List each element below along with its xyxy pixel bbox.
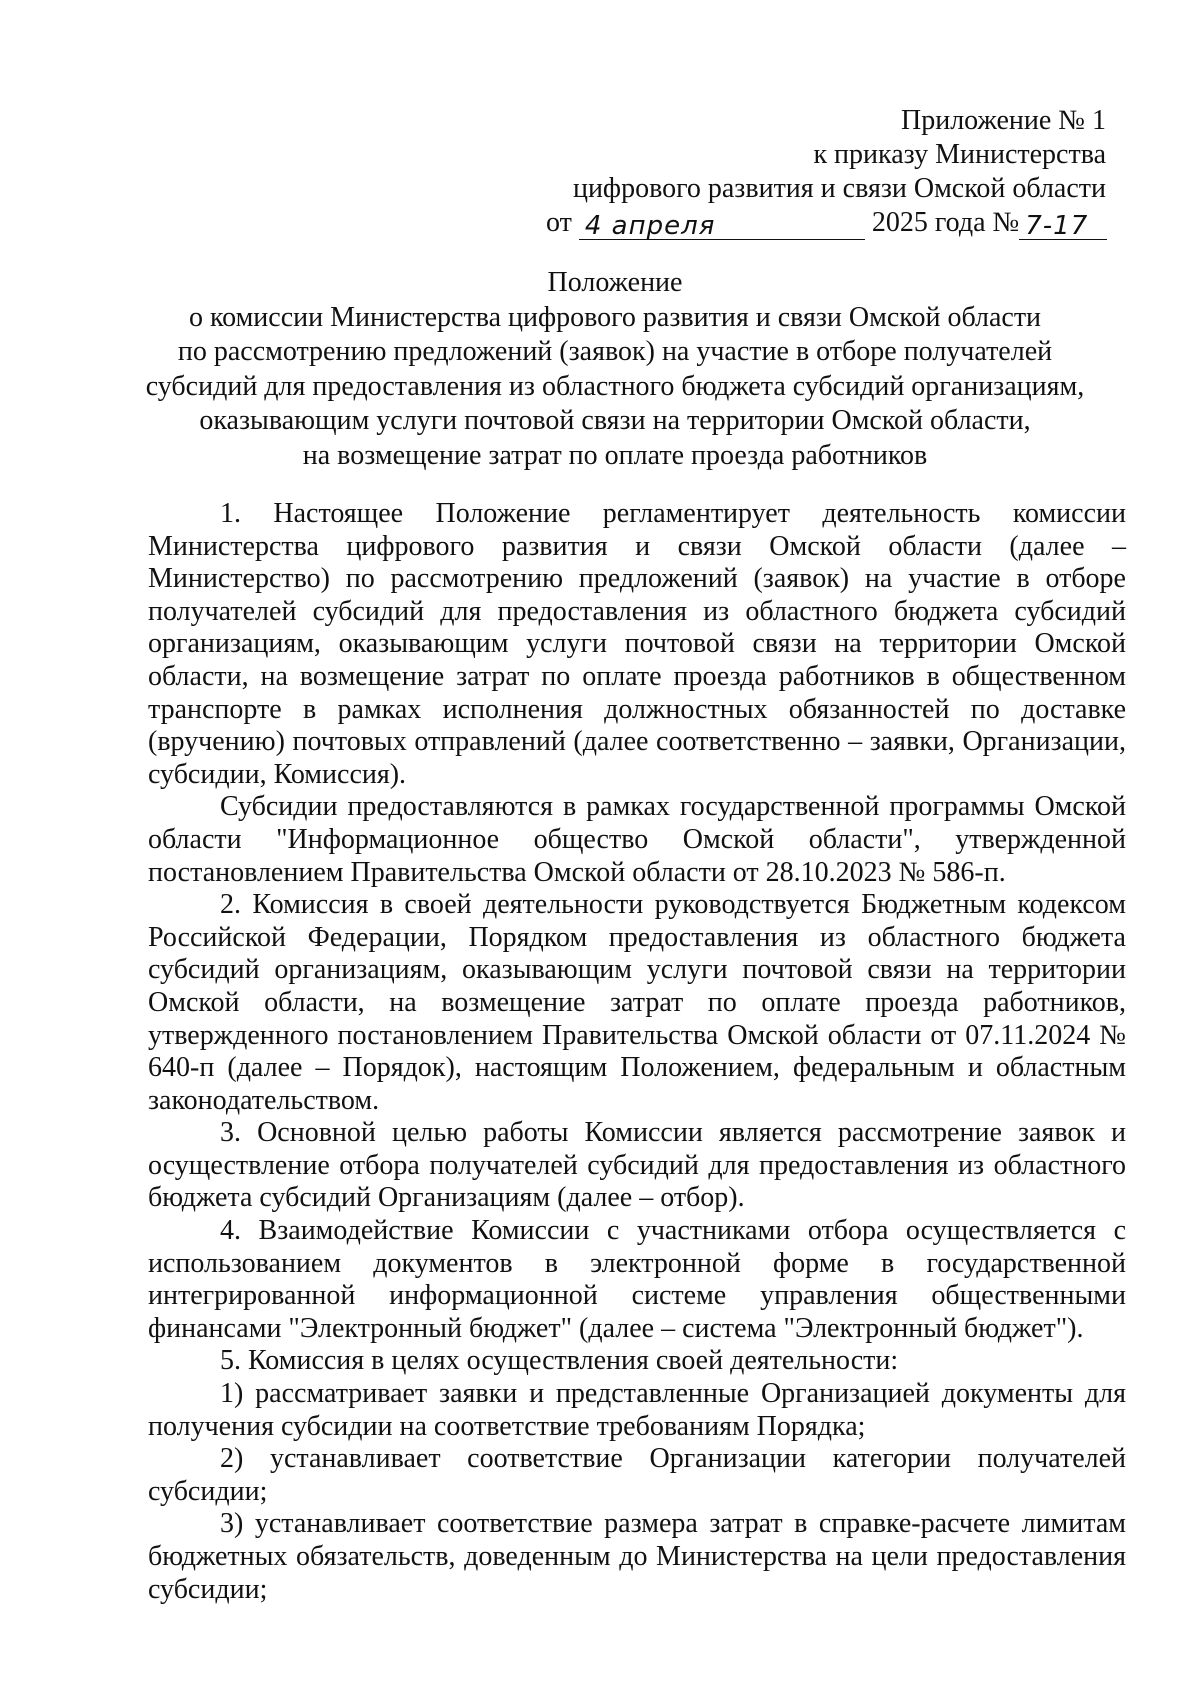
paragraph-subsidies: Субсидии предоставляются в рамках государственной программы Омской области "Информационное общество Омской области", утвержденной постановлением Правительства Омской области от 28.10.2023 № 586-п.: [148, 791, 1126, 888]
document-body: [148, 498, 1126, 1606]
paragraph-5-item-1: 1) рассматривает заявки и представленные Организацией документы для получения субсидии на соответствие требованиям Порядка;: [148, 1378, 1126, 1442]
title-heading: Положение: [547, 267, 683, 298]
document-title: [140, 266, 1090, 473]
year-text: 2025 года №: [871, 207, 1020, 238]
paragraph-3: 3. Основной целью работы Комиссии является рассмотрение заявок и осуществление отбора получателей субсидий для предоставления из областного бюджета субсидий Организациям (далее – отбор).: [148, 1117, 1126, 1214]
handwritten-number: 7-17: [1025, 211, 1089, 241]
paragraph-5-item-2: 2) устанавливает соответствие Организации категории получателей субсидии;: [148, 1443, 1126, 1507]
title-line: по рассмотрению предложений (заявок) на участие в отборе получателей: [177, 336, 1053, 367]
paragraph-4: 4. Взаимодействие Комиссии с участниками отбора осуществляется с использованием документов в электронной форме в государственной интегрированной информационной системе управления общественными финансами "Электронный бюджет" (далее – система "Электронный бюджет").: [148, 1215, 1126, 1344]
title-line: оказывающим услуги почтовой связи на территории Омской области,: [199, 405, 1031, 436]
appendix-ministry: цифрового развития и связи Омской области: [572, 173, 1106, 204]
paragraph-5-item-3: 3) устанавливает соответствие размера затрат в справке-расчете лимитам бюджетных обязательств, доведенным до Министерства на цели предоставления субсидии;: [148, 1508, 1126, 1605]
paragraph-2: 2. Комиссия в своей деятельности руководствуется Бюджетным кодексом Российской Федерации, Порядком предоставления из областного бюджета субсидий организациям, оказывающим услуги почтовой связи на территории Омской области, на возмещение затрат по оплате проезда работников, утвержденного постановлением Правительства Омской области от 07.11.2024 № 640-п (далее – Порядок), настоящим Положением, федеральным и областным законодательством.: [148, 889, 1126, 1116]
date-prefix: от: [546, 207, 572, 238]
paragraph-1: 1. Настоящее Положение регламентирует деятельность комиссии Министерства цифрового развития и связи Омской области (далее – Министерство) по рассмотрению предложений (заявок) на участие в отборе получателей субсидий для предоставления из областного бюджета субсидий организациям, оказывающим услуги почтовой связи на территории Омской области, на возмещение затрат по оплате проезда работников в общественном транспорте в рамках исполнения должностных обязанностей по доставке (вручению) почтовых отправлений (далее соответственно – заявки, Организации, субсидии, Комиссия).: [148, 498, 1126, 790]
appendix-date-line: [546, 206, 1106, 240]
title-line: на возмещение затрат по оплате проезда работников: [302, 439, 928, 471]
appendix-header: [546, 104, 1106, 240]
appendix-number: Приложение № 1: [901, 105, 1106, 136]
paragraph-5: 5. Комиссия в целях осуществления своей деятельности:: [220, 1345, 899, 1377]
date-fill-line: [579, 209, 865, 240]
appendix-order-ref: к приказу Министерства: [813, 139, 1106, 170]
handwritten-date: 4 апреля: [584, 211, 716, 241]
number-fill-line: [1019, 209, 1107, 240]
title-line: субсидий для предоставления из областного бюджета субсидий организациям,: [145, 370, 1085, 402]
title-line: о комиссии Министерства цифрового развития и связи Омской области: [188, 301, 1042, 333]
